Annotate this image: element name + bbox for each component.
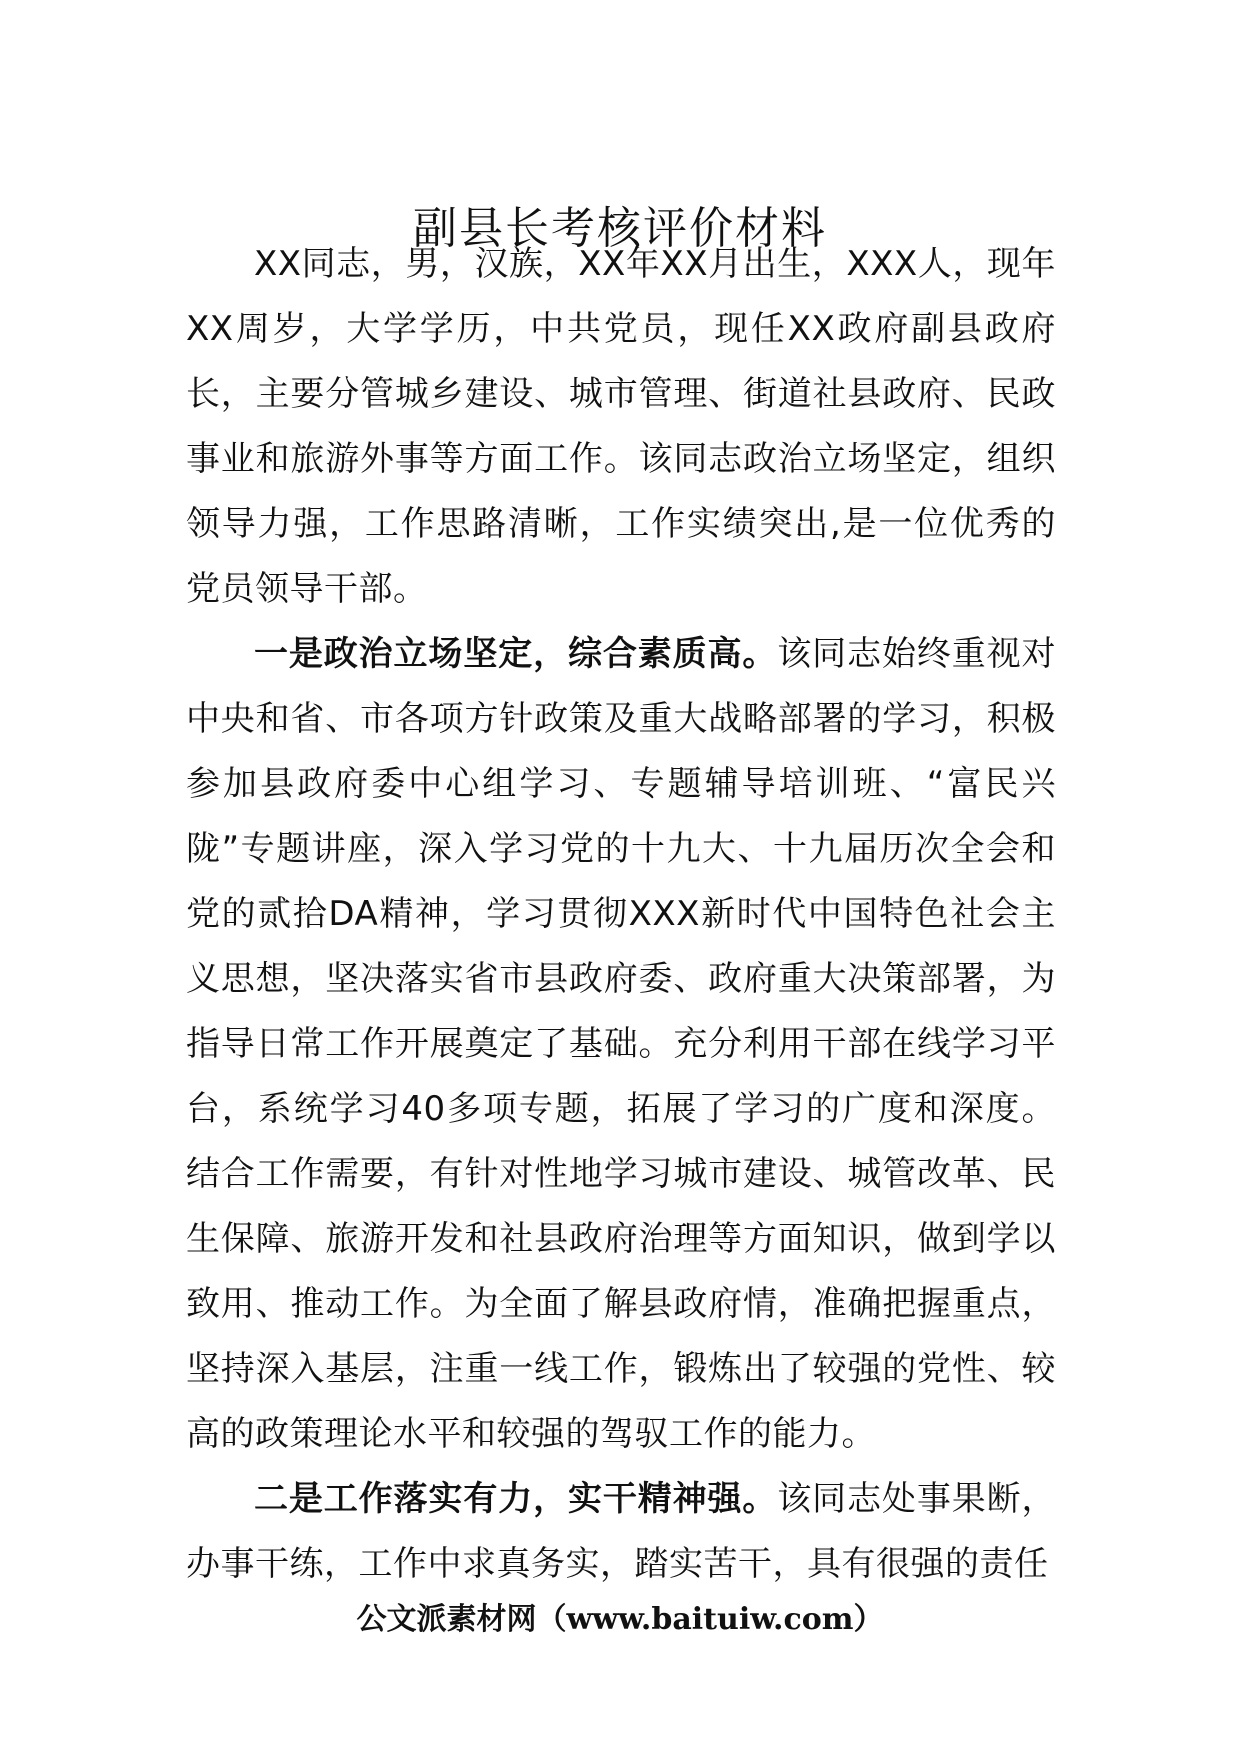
page-footer-watermark: 公文派素材网（www.baituiw.com） — [356, 1602, 884, 1637]
paragraph-text: XX同志，男，汉族，XX年XX月出生，XXX人，现年XX周岁，大学学历，中共党员，现任XX政府副县政府长，主要分管城乡建设、城市管理、街道社县政府、民政事业和旅游外事等方面工作。该同志政治立场坚定，组织领导力强，工作思路清晰，工作实绩突出,是一位优秀的党员领导干部。 — [186, 244, 1056, 609]
paragraph-text: 该同志处事果断，办事干练，工作中求真务实，踏实苦干，具有很强的责任 — [186, 1479, 1057, 1584]
paragraph-lead: 二是工作落实有力，实干精神强。 — [254, 1479, 778, 1519]
paragraph-text: 该同志始终重视对中央和省、市各项方针政策及重大战略部署的学习，积极参加县政府委中心组学习、专题辅导培训班、“富民兴陇”专题讲座，深入学习党的十九大、十九届历次全会和党的贰拾DA精神，学习贯彻XXX新时代中国特色社会主义思想，坚决落实省市县政府委、政府重大决策部署，为指导日常工作开展奠定了基础。充分利用干部在线学习平台，系统学习40多项专题，拓展了学习的广度和深度。结合工作需要，有针对性地学习城市建设、城管改革、民生保障、旅游开发和社县政府治理等方面知识，做到学以致用、推动工作。为全面了解县政府情，准确把握重点，坚持深入基层，注重一线工作，锻炼出了较强的党性、较高的政策理论水平和较强的驾驭工作的能力。 — [186, 634, 1057, 1454]
paragraph-work-implementation — [186, 1467, 1056, 1597]
paragraph-intro — [186, 232, 1056, 622]
paragraph-political-stance — [186, 622, 1056, 1467]
document-title: 副县长考核评价材料 — [413, 203, 827, 255]
document-body — [186, 232, 1056, 1597]
paragraph-lead: 一是政治立场坚定，综合素质高。 — [254, 634, 778, 674]
